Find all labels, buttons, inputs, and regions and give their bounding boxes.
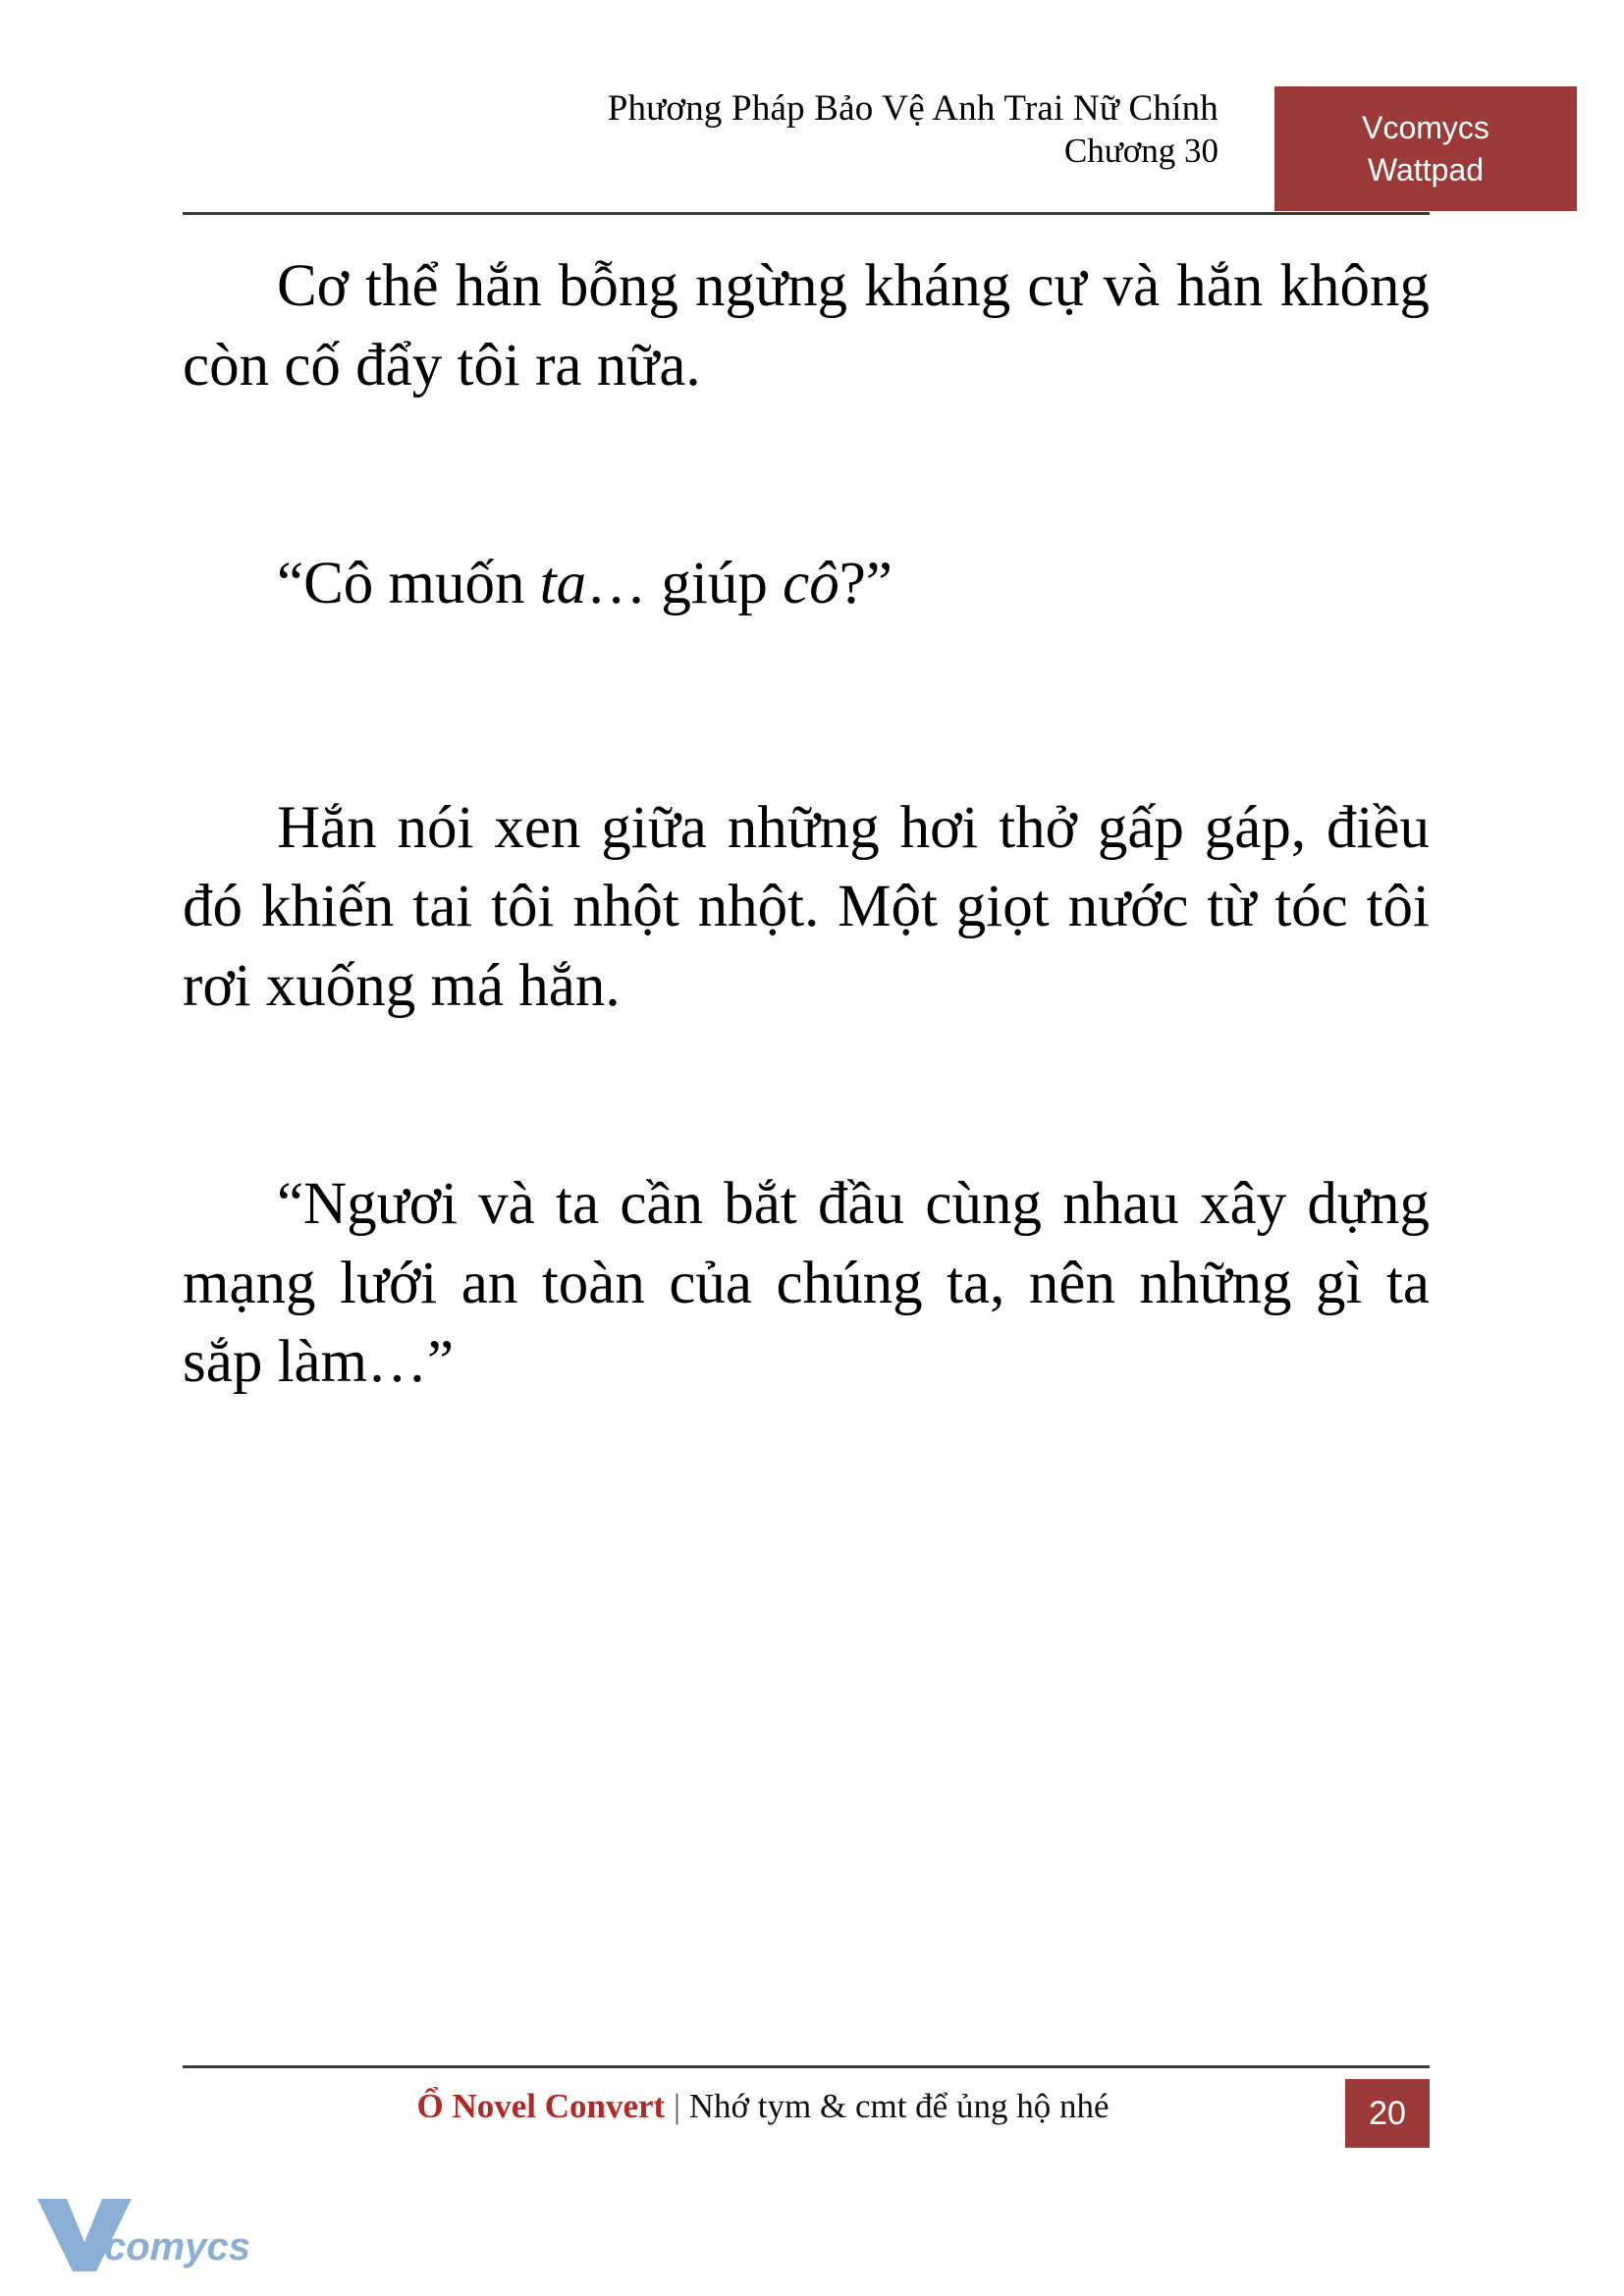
paragraph-4-dialogue: “Ngươi và ta cần bắt đầu cùng nhau xây dựng mạng lưới an toàn của chúng ta, nên những gì ta sắp làm…” xyxy=(183,1171,1430,1396)
footer-note: Nhớ tym & cmt để ủng hộ nhé xyxy=(688,2087,1110,2125)
dialogue-text-after: ?” xyxy=(839,551,893,617)
source-badge-line2: Wattpad xyxy=(1368,151,1484,187)
svg-text:comycs: comycs xyxy=(104,2225,250,2269)
footer-separator: | xyxy=(673,2087,680,2125)
watermark-icon xyxy=(33,2181,279,2275)
paragraph-3: Hắn nói xen giữa những hơi thở gấp gáp, điều đó khiến tai tôi nhột nhột. Một giọt nước từ tóc tôi rơi xuống má hắn. xyxy=(183,794,1430,1019)
footer-divider xyxy=(183,2065,1430,2068)
header-divider xyxy=(183,212,1430,215)
source-badge xyxy=(1274,86,1577,211)
page-header xyxy=(183,86,1489,214)
paragraph-1: Cơ thể hắn bỗng ngừng kháng cự và hắn không còn cố đẩy tôi ra nữa. xyxy=(183,253,1430,399)
chapter-label: Chương 30 xyxy=(1063,132,1218,171)
footer-credit xyxy=(183,2087,1343,2126)
paragraph-spacer-2 xyxy=(183,695,1430,789)
vcomycs-watermark-logo xyxy=(33,2181,279,2275)
paragraph-2-dialogue xyxy=(183,545,1430,624)
dialogue-text-before: “Cô muốn xyxy=(277,551,540,617)
source-badge-line1: Vcomycs xyxy=(1362,110,1489,146)
page-content xyxy=(183,247,1430,1473)
footer-brand: Ổ Novel Convert xyxy=(416,2087,666,2125)
paragraph-spacer-1 xyxy=(183,476,1430,545)
header-title-block xyxy=(183,86,1218,173)
paragraph-spacer-3 xyxy=(183,1096,1430,1165)
dialogue-emphasis-1: ta xyxy=(539,551,587,617)
footer-inner xyxy=(183,2081,1430,2146)
book-title: Phương Pháp Bảo Vệ Anh Trai Nữ Chính xyxy=(607,88,1218,129)
dialogue-emphasis-2: cô xyxy=(783,551,839,617)
page-number-badge: 20 xyxy=(1345,2079,1430,2148)
dialogue-text-middle: … giúp xyxy=(586,551,784,617)
